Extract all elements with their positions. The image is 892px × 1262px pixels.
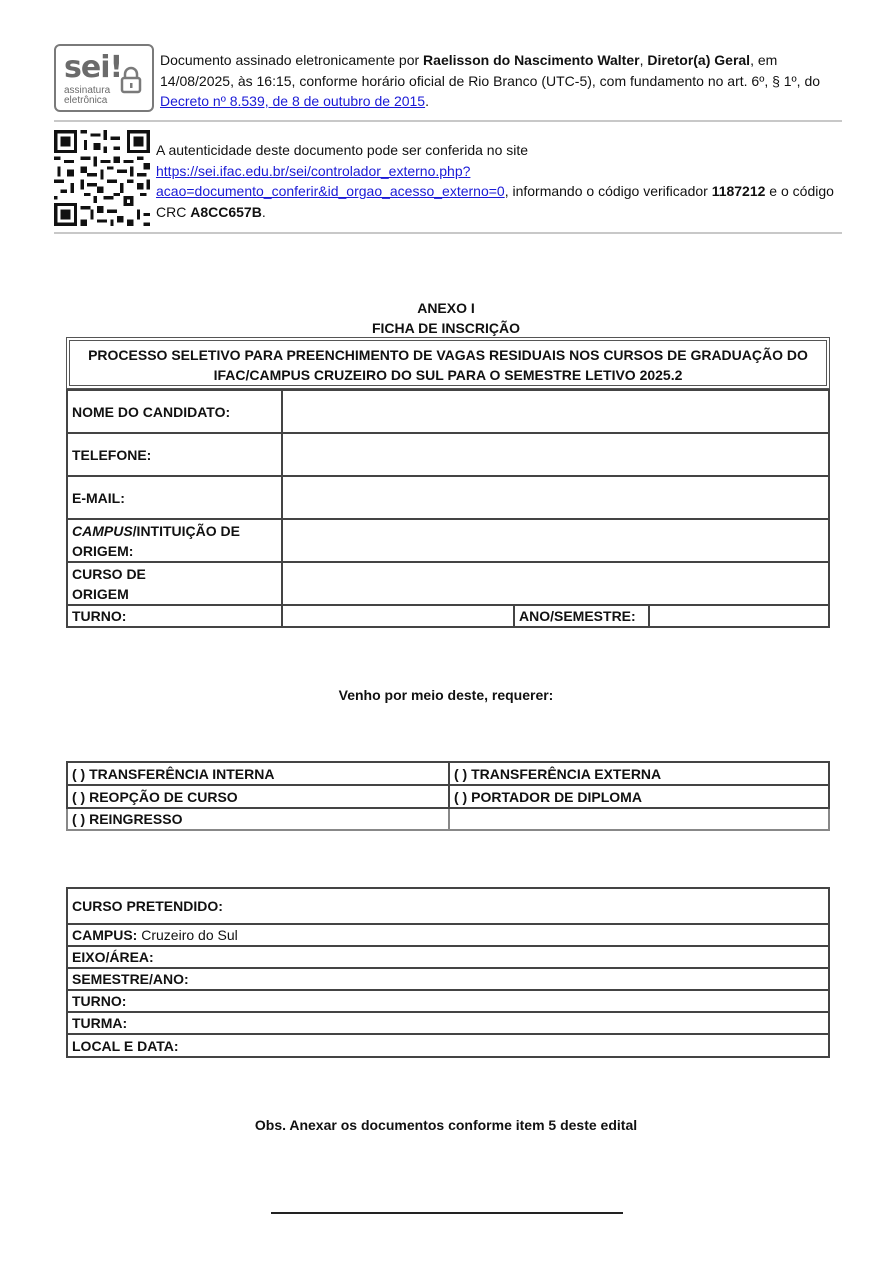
obs-note: Obs. Anexar os documentos conforme item 5 deste edital [254,1117,638,1133]
signature-text: Documento assinado eletronicamente por Raelisson do Nascimento Walter, Diretor(a) Geral, em 14/08/2025, às 16:15, conforme horário oficial de Rio Branco (UTC-5), com fundamento no art. 6º, § 1º, do Decreto nº 8.539, de 8 de outubro de 2015. [160,52,821,109]
crc-code: A8CC657B [190,203,262,220]
table-row [67,476,829,519]
process-header: PROCESSO SELETIVO PARA PREENCHIMENTO DE VAGAS RESIDUAIS NOS CURSOS DE GRADUAÇÃO DO IFAC/CAMPUS CRUZEIRO DO SUL PARA O SEMESTRE LETIVO 2025.2 [69,340,827,386]
signer-role: Diretor(a) Geral [647,52,751,68]
year-semester-label: ANO/SEMESTRE: [514,605,649,627]
table-row [67,968,829,990]
table-row [67,562,829,605]
intended-course-label[interactable]: CURSO PRETENDIDO: [67,888,829,924]
sei-seal-text: sei! [64,50,123,85]
table-row [67,433,829,476]
year-semester-field[interactable] [649,605,829,627]
course-shift-label[interactable]: TURNO: [67,990,829,1012]
request-options-table [66,761,830,831]
authenticity-text: A autenticidade deste documento pode ser conferida no site https://sei.ifac.edu.br/sei/controlador_externo.php? acao=documento_conferir&id_orgao_acesso_externo=0, informando o código verificador 1187212 e o código CRC A8CC657B. [156,142,834,220]
table-row [67,519,829,562]
phone-field[interactable] [282,433,829,476]
campus-value: Cruzeiro do Sul [137,927,238,943]
divider-bottom [54,232,842,234]
table-row [67,1034,829,1057]
name-field[interactable] [282,390,829,433]
class-label[interactable]: TURMA: [67,1012,829,1034]
option-internal-transfer[interactable]: ( ) TRANSFERÊNCIA INTERNA [67,762,449,785]
table-row [67,762,829,785]
place-date-label[interactable]: LOCAL E DATA: [67,1034,829,1057]
table-row [67,924,829,946]
shift-label: TURNO: [67,605,282,627]
decree-link[interactable]: Decreto nº 8.539, de 8 de outubro de 2015 [160,93,426,109]
table-row [67,785,829,808]
option-reentry[interactable]: ( ) REINGRESSO [67,808,449,830]
shift-field[interactable] [282,605,514,627]
semester-year-label[interactable]: SEMESTRE/ANO: [67,968,829,990]
empty-cell [449,808,829,830]
origin-campus-label: CAMPUS/INTITUIÇÃO DE ORIGEM: [67,519,282,562]
table-row [67,946,829,968]
qr-code-icon [54,130,150,226]
origin-campus-field[interactable] [282,519,829,562]
verification-url-link[interactable]: https://sei.ifac.edu.br/sei/controlador_externo.php? acao=documento_conferir&id_orgao_acesso_externo=0 [156,162,505,199]
process-header-box [66,337,830,389]
verification-code: 1187212 [711,183,766,199]
signer-name: Raelisson do Nascimento Walter [423,52,640,68]
table-row [67,390,829,433]
table-row [67,1012,829,1034]
axis-area-label[interactable]: EIXO/ÁREA: [67,946,829,968]
phone-label: TELEFONE: [67,433,282,476]
option-external-transfer[interactable]: ( ) TRANSFERÊNCIA EXTERNA [449,762,829,785]
email-field[interactable] [282,476,829,519]
signature-line [271,1212,623,1214]
table-row [67,605,829,627]
option-diploma-holder[interactable]: ( ) PORTADOR DE DIPLOMA [449,785,829,808]
origin-course-field[interactable] [282,562,829,605]
option-course-reoption[interactable]: ( ) REOPÇÃO DE CURSO [67,785,449,808]
email-label: E-MAIL: [67,476,282,519]
lock-icon [120,66,142,94]
table-row [67,808,829,830]
signature-block [54,44,842,234]
table-row [67,888,829,924]
sei-seal-logo [54,44,154,112]
request-text: Venho por meio deste, requerer: [338,687,554,703]
intended-course-table [66,887,830,1058]
candidate-form-table [66,389,830,628]
divider-top [54,120,842,122]
table-row [67,990,829,1012]
campus-row[interactable]: CAMPUS: Cruzeiro do Sul [67,924,829,946]
sei-seal-subtitle: assinatura eletrônica [64,85,111,106]
annex-title: ANEXO I [417,300,475,316]
origin-course-label: CURSO DE ORIGEM [67,562,282,605]
form-title: FICHA DE INSCRIÇÃO [371,320,521,336]
name-label: NOME DO CANDIDATO: [67,390,282,433]
